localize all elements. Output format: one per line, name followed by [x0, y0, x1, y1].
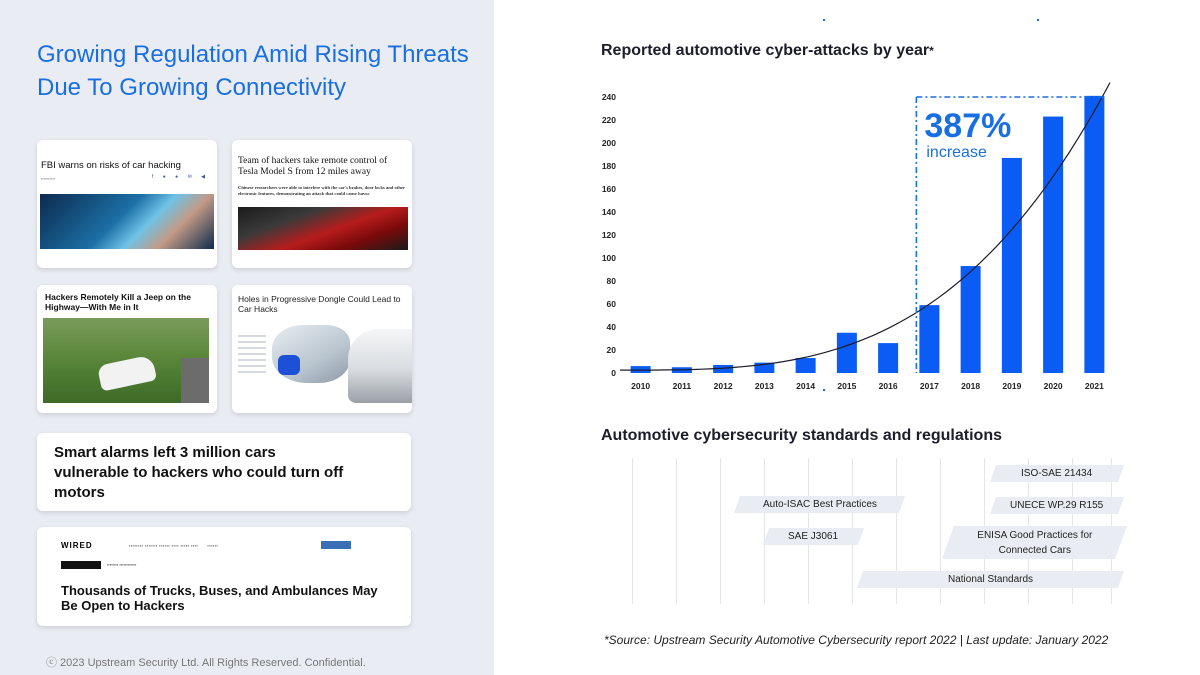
- grid-line: [632, 458, 633, 604]
- dongle-band-shape: [278, 355, 300, 375]
- x-tick-label: 2021: [1084, 381, 1104, 391]
- source-footnote: *Source: Upstream Security Automotive Cybersecurity report 2022 | Last update: January 2022: [604, 633, 1109, 647]
- trend-line: [620, 83, 1110, 371]
- bar-2014: [796, 358, 816, 373]
- news-headline: Hackers Remotely Kill a Jeep on the Highway—With Me in It: [45, 292, 191, 312]
- regulation-enisa: ENISA Good Practices for Connected Cars: [942, 526, 1127, 559]
- wired-tag-badge: [61, 561, 101, 569]
- y-tick-label: 60: [606, 299, 616, 309]
- y-tick-label: 180: [601, 161, 616, 171]
- wired-logo: WIRED: [61, 541, 93, 550]
- y-tick-label: 40: [606, 322, 616, 332]
- y-tick-label: 200: [601, 138, 616, 148]
- news-card-fbi: [37, 140, 217, 268]
- x-tick-label: 2019: [1002, 381, 1022, 391]
- share-icons: f ● ● ✉ ◀: [151, 174, 209, 180]
- road-shape: [181, 358, 209, 403]
- regulation-auto-isac: Auto-ISAC Best Practices: [734, 496, 905, 513]
- annotation-label: increase: [926, 144, 987, 161]
- y-tick-label: 0: [611, 368, 616, 378]
- bar-chart: [590, 80, 1130, 400]
- page-title: Growing Regulation Amid Rising Threats Due To Growing Connectivity: [37, 41, 469, 101]
- bar-2018: [961, 266, 981, 373]
- y-tick-label: 220: [601, 115, 616, 125]
- y-tick-label: 120: [601, 230, 616, 240]
- white-car-image: [348, 329, 412, 403]
- bar-2020: [1043, 117, 1063, 373]
- regulation-unece-wp29: UNECE WP.29 R155: [990, 497, 1124, 514]
- bar-2015: [837, 333, 857, 373]
- wired-header: [61, 541, 391, 551]
- news-headline: Holes in Progressive Dongle Could Lead to Car Hacks: [238, 294, 401, 314]
- jeep-ditch-image: [43, 318, 209, 403]
- chart-title-text: Reported automotive cyber-attacks by year: [601, 42, 930, 59]
- news-headline: Thousands of Trucks, Buses, and Ambulances May Be Open to Hackers: [61, 583, 378, 613]
- chart-title: [601, 42, 934, 60]
- news-headline: FBI warns on risks of car hacking: [41, 160, 181, 171]
- x-tick-label: 2020: [1043, 381, 1063, 391]
- x-tick-label: 2018: [961, 381, 981, 391]
- x-tick-label: 2013: [754, 381, 774, 391]
- news-headline: Team of hackers take remote control of Tesla Model S from 12 miles away: [238, 156, 388, 177]
- regulation-iso-sae-21434: ISO-SAE 21434: [990, 465, 1124, 482]
- bar-2021: [1084, 96, 1104, 373]
- y-tick-label: 20: [606, 345, 616, 355]
- regulations-title: Automotive cybersecurity standards and regulations: [601, 427, 1002, 444]
- news-card-dongle: [232, 285, 412, 413]
- bar-2019: [1002, 158, 1022, 373]
- car-dashboard-image: [40, 194, 214, 249]
- news-card-wired: [37, 527, 411, 626]
- x-tick-label: 2016: [878, 381, 898, 391]
- news-card-alarm: [37, 433, 411, 511]
- wired-date-placeholder: ▪▪▪▪▪▪▪▪ ▪▪▪▪▪▪▪▪▪▪▪▪: [107, 562, 137, 567]
- bar-2016: [878, 343, 898, 373]
- grid-line: [764, 458, 765, 604]
- copyright-notice: ⓒ 2023 Upstream Security Ltd. All Rights Reserved. Confidential.: [46, 657, 366, 669]
- regulation-sae-j3061: SAE J3061: [763, 528, 864, 545]
- y-tick-label: 240: [601, 92, 616, 102]
- y-tick-label: 80: [606, 276, 616, 286]
- grid-line: [676, 458, 677, 604]
- news-headline: Smart alarms left 3 million cars vulnerable to hackers who could turn off motors: [54, 444, 344, 501]
- news-card-tesla: [232, 140, 412, 268]
- subscribe-badge: [321, 541, 351, 549]
- bar-2017: [919, 305, 939, 373]
- x-tick-label: 2011: [672, 381, 692, 391]
- y-tick-label: 160: [601, 184, 616, 194]
- grid-line: [720, 458, 721, 604]
- x-tick-label: 2017: [919, 381, 939, 391]
- news-card-jeep: [37, 285, 217, 413]
- decor-dot: [823, 19, 825, 21]
- x-tick-label: 2014: [796, 381, 816, 391]
- x-tick-label: 2012: [713, 381, 733, 391]
- tesla-car-image: [238, 207, 408, 250]
- news-meta-line: ▪▪▪▪▪▪▪▪▪▪: [41, 176, 56, 181]
- x-tick-label: 2015: [837, 381, 857, 391]
- y-tick-label: 140: [601, 207, 616, 217]
- jeep-shape: [97, 354, 157, 391]
- y-tick-label: 100: [601, 253, 616, 263]
- news-subtext: Chinese researchers were able to interfere with the car's brakes, door locks and other electronic features, demonstrating an attack that could cause havoc: [238, 185, 405, 196]
- x-tick-label: 2010: [631, 381, 651, 391]
- annotation-value: 387%: [924, 107, 1012, 145]
- wired-nav-placeholder: ▪▪▪▪▪▪▪▪ ▪▪▪▪▪▪▪ ▪▪▪▪▪▪ ▪▪▪▪ ▪▪▪▪▪ ▪▪▪▪ ▪▪▪▪▪▪: [129, 543, 219, 548]
- regulation-national-standards: National Standards: [857, 571, 1124, 588]
- article-text-placeholder: [238, 335, 266, 375]
- chart-title-marker: *: [929, 44, 934, 58]
- decor-dot: [1037, 19, 1039, 21]
